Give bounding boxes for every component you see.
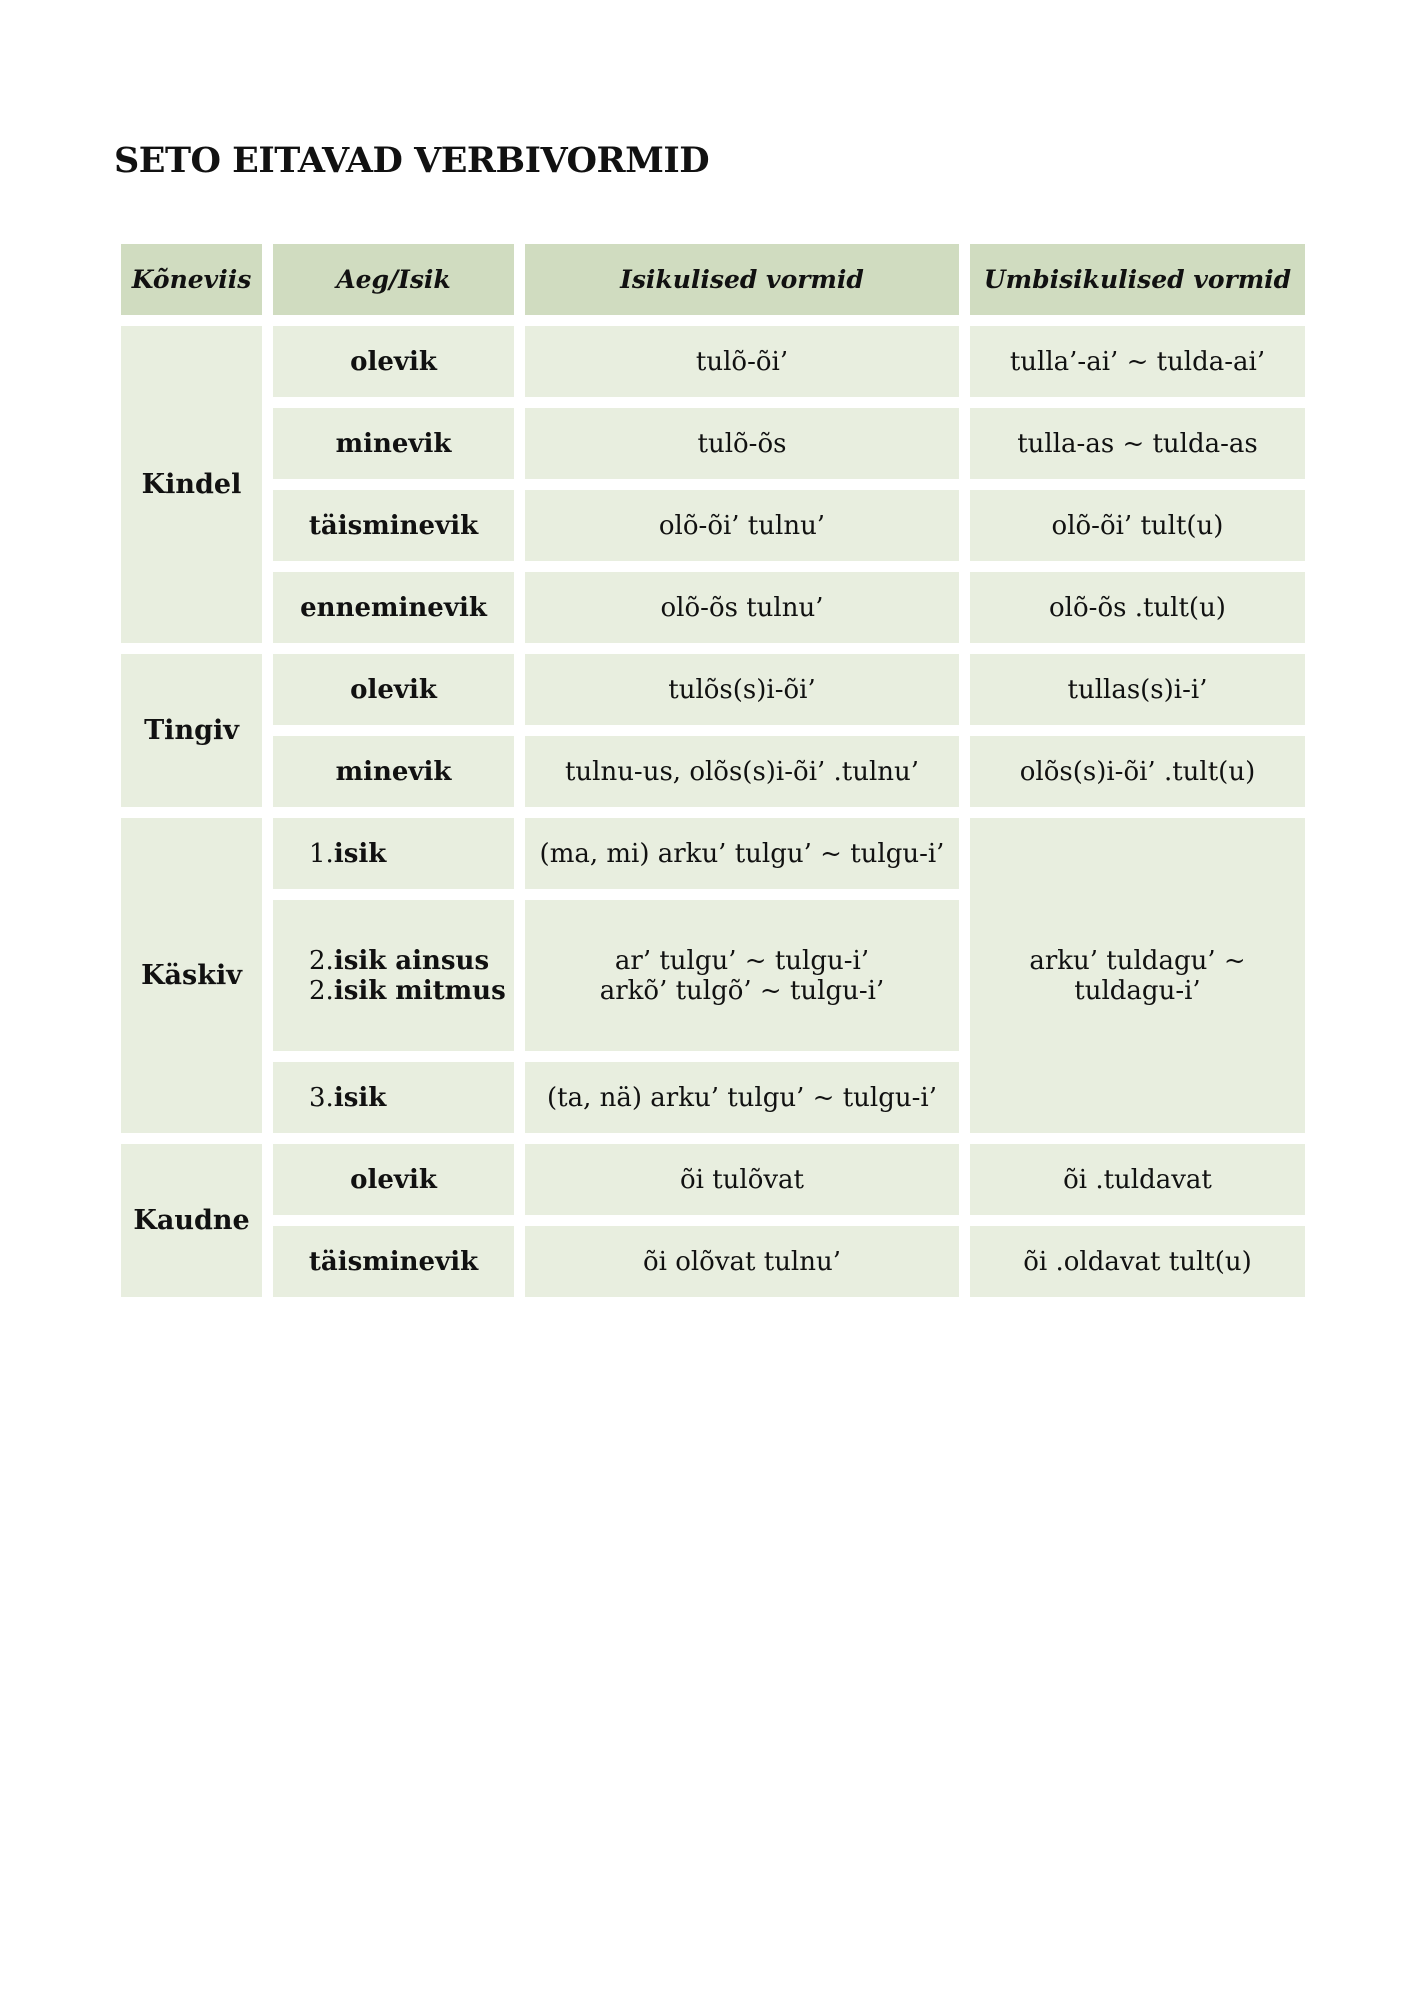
verb-forms-table bbox=[110, 233, 1316, 1308]
header-impersonal-forms: Umbisikulised vormid bbox=[970, 244, 1305, 315]
table-row bbox=[121, 1144, 1305, 1215]
impersonal-form-line: tuldagu-i’ bbox=[1074, 975, 1201, 1006]
impersonal-form-cell: õi .oldavat tult(u) bbox=[970, 1226, 1305, 1297]
person-cell bbox=[273, 900, 514, 1051]
impersonal-form-cell bbox=[970, 818, 1305, 1133]
header-mood: Kõneviis bbox=[121, 244, 262, 315]
personal-form-cell: (ta, nä) arku’ tulgu’ ~ tulgu-i’ bbox=[525, 1062, 959, 1133]
personal-form-line: ar’ tulgu’ ~ tulgu-i’ bbox=[614, 945, 870, 976]
impersonal-form-cell: olõ-õs .tult(u) bbox=[970, 572, 1305, 643]
table-row bbox=[121, 1226, 1305, 1297]
person-label: isik ainsus bbox=[333, 945, 490, 976]
personal-form-cell: olõ-õs tulnu’ bbox=[525, 572, 959, 643]
table-row bbox=[121, 818, 1305, 889]
tense-cell: täisminevik bbox=[273, 490, 514, 561]
person-cell bbox=[273, 818, 514, 889]
personal-form-cell: õi olõvat tulnu’ bbox=[525, 1226, 959, 1297]
tense-cell: olevik bbox=[273, 654, 514, 725]
tense-cell: olevik bbox=[273, 1144, 514, 1215]
mood-kaskiv: Käskiv bbox=[121, 818, 262, 1133]
table-row bbox=[121, 490, 1305, 561]
tense-cell: enneminevik bbox=[273, 572, 514, 643]
header-personal-forms: Isikulised vormid bbox=[525, 244, 959, 315]
table-row bbox=[121, 408, 1305, 479]
impersonal-form-cell: olõs(s)i-õi’ .tult(u) bbox=[970, 736, 1305, 807]
impersonal-form-cell: tulla’-ai’ ~ tulda-ai’ bbox=[970, 326, 1305, 397]
personal-form-cell: tulõ-õi’ bbox=[525, 326, 959, 397]
table-row bbox=[121, 736, 1305, 807]
person-number: 2. bbox=[309, 975, 334, 1006]
person-number: 2. bbox=[309, 945, 334, 976]
table-row bbox=[121, 572, 1305, 643]
impersonal-form-cell: tulla-as ~ tulda-as bbox=[970, 408, 1305, 479]
personal-form-cell: olõ-õi’ tulnu’ bbox=[525, 490, 959, 561]
impersonal-form-cell: olõ-õi’ tult(u) bbox=[970, 490, 1305, 561]
personal-form-line: arkõ’ tulgõ’ ~ tulgu-i’ bbox=[599, 975, 885, 1006]
table-row bbox=[121, 654, 1305, 725]
person-number: 1. bbox=[309, 838, 334, 869]
personal-form-cell: tulõs(s)i-õi’ bbox=[525, 654, 959, 725]
tense-cell: olevik bbox=[273, 326, 514, 397]
mood-kindel: Kindel bbox=[121, 326, 262, 643]
personal-form-cell: (ma, mi) arku’ tulgu’ ~ tulgu-i’ bbox=[525, 818, 959, 889]
person-cell bbox=[273, 1062, 514, 1133]
mood-tingiv: Tingiv bbox=[121, 654, 262, 807]
personal-form-cell: õi tulõvat bbox=[525, 1144, 959, 1215]
person-number: 3. bbox=[309, 1082, 334, 1113]
personal-form-cell bbox=[525, 900, 959, 1051]
page-title: SETO EITAVAD VERBIVORMID bbox=[114, 140, 710, 181]
person-label: isik mitmus bbox=[333, 975, 506, 1006]
mood-kaudne: Kaudne bbox=[121, 1144, 262, 1297]
impersonal-form-line: arku’ tuldagu’ ~ bbox=[1029, 945, 1246, 976]
personal-form-cell: tulõ-õs bbox=[525, 408, 959, 479]
personal-form-cell: tulnu-us, olõs(s)i-õi’ .tulnu’ bbox=[525, 736, 959, 807]
table-row bbox=[121, 326, 1305, 397]
table-header-row bbox=[121, 244, 1305, 315]
tense-cell: minevik bbox=[273, 736, 514, 807]
tense-cell: minevik bbox=[273, 408, 514, 479]
person-label: isik bbox=[333, 838, 387, 869]
impersonal-form-cell: õi .tuldavat bbox=[970, 1144, 1305, 1215]
header-tense: Aeg/Isik bbox=[273, 244, 514, 315]
person-label: isik bbox=[333, 1082, 387, 1113]
tense-cell: täisminevik bbox=[273, 1226, 514, 1297]
impersonal-form-cell: tullas(s)i-i’ bbox=[970, 654, 1305, 725]
